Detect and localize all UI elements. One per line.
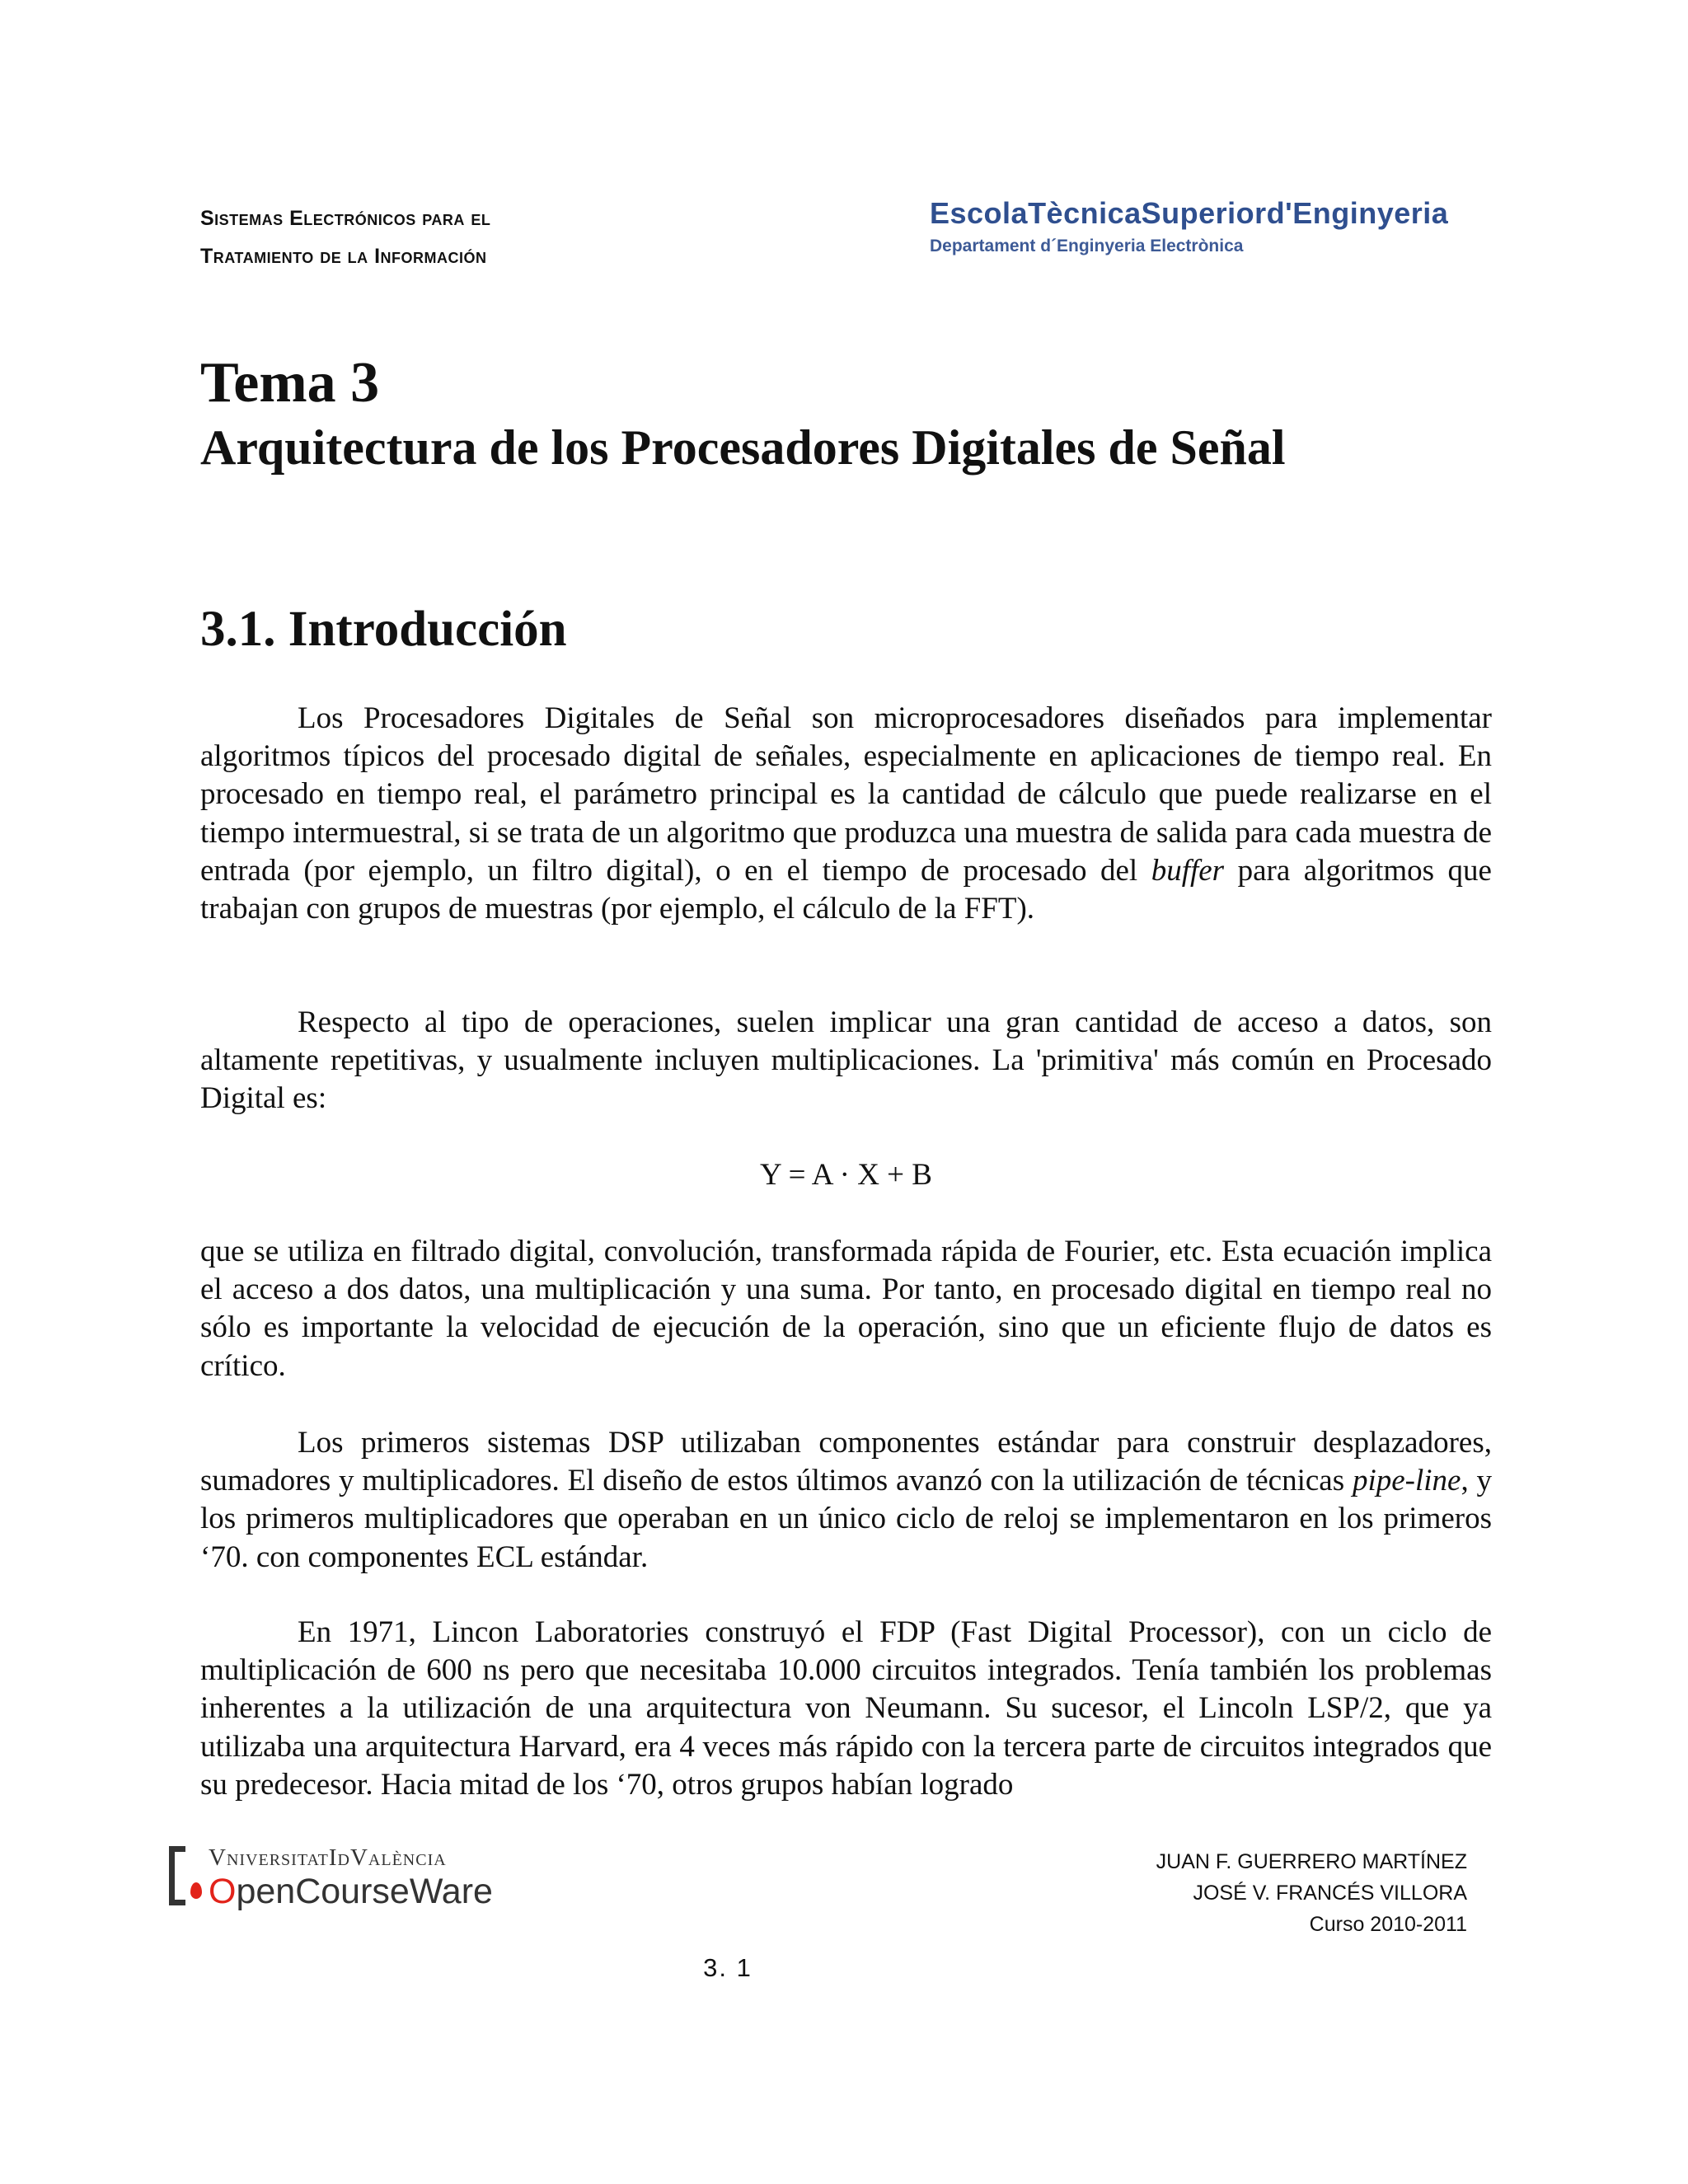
page-number: 3. 1: [703, 1953, 753, 1982]
ocw-name: [209, 1871, 493, 1912]
paragraph-1-text-b: para algoritmos que trabajan con grupos de muestras (por ejemplo, el cálculo de la FFT).: [200, 853, 1492, 926]
school-name: EscolaTècnicaSuperiord'Enginyeria: [930, 196, 1449, 230]
paragraph-2-text: Respecto al tipo de operaciones, suelen implicar una gran cantidad de acceso a datos, son altamente repetitivas, y usualmente incluyen multiplicaciones. La 'primitiva' más común en Procesado Digital es:: [200, 1005, 1492, 1116]
paragraph-5-text: En 1971, Lincon Laboratories construyó el FDP (Fast Digital Processor), con un ciclo de multiplicación de 600 ns pero que necesitaba 10.000 circuitos integrados. Tenía también los problemas inherentes a la utilización de una arquitectura von Neumann. Su sucesor, el Lincoln LSP/2, que ya utilizaba una arquitectura Harvard, era 4 veces más rápido con la tercera parte de circuitos integrados que su predecesor. Hacia mitad de los ‘70, otros grupos habían logrado: [200, 1615, 1492, 1802]
opencourseware-logo: [169, 1843, 532, 1912]
paragraph-4-text-a: Los primeros sistemas DSP utilizaban componentes estándar para construir desplazadores, sumadores y multiplicadores. El diseño de estos últimos avanzó con la utilización de técnicas: [200, 1426, 1492, 1498]
paragraph-5: [200, 1614, 1492, 1804]
course-year: Curso 2010-2011: [1309, 1913, 1467, 1936]
paragraph-2: [200, 1004, 1492, 1118]
course-title: [200, 199, 827, 275]
ocw-name-prefix: O: [209, 1872, 237, 1911]
course-title-line-2: Tratamiento de la Información: [200, 245, 487, 268]
school-department: Departament d´Enginyeria Electrònica: [930, 237, 1244, 255]
paragraph-3-text: que se utiliza en filtrado digital, convolución, transformada rápida de Fourier, etc. Esta ecuación implica el acceso a dos datos, una multiplicación y una suma. Por tanto, en procesado digital en tiempo real no sólo es importante la velocidad de ejecución de la operación, sino que un eficiente flujo de datos es crítico.: [200, 1235, 1492, 1383]
paragraph-1-emphasis: buffer: [1151, 853, 1225, 888]
paragraph-1: [200, 700, 1492, 928]
school-logo: [930, 194, 1457, 269]
ocw-name-rest: penCourseWare: [236, 1872, 493, 1911]
university-name: VniversitatIdValència: [209, 1844, 447, 1871]
paragraph-3: [200, 1233, 1492, 1385]
chapter-title: Arquitectura de los Procesadores Digitales de Señal: [200, 420, 1286, 475]
author-2: JOSÉ V. FRANCÉS VILLORA: [1193, 1882, 1467, 1905]
equation: Y = A · X + B: [760, 1158, 932, 1192]
chapter-number: Tema 3: [200, 351, 380, 415]
section-title: 3.1. Introducción: [200, 602, 567, 657]
ocw-bracket-icon: [169, 1846, 185, 1905]
paragraph-4: [200, 1424, 1492, 1577]
paragraph-4-emphasis: pipe-line: [1352, 1464, 1461, 1498]
authors-block: [1156, 1846, 1467, 1940]
ocw-flame-icon: [190, 1882, 202, 1899]
author-1: JUAN F. GUERRERO MARTÍNEZ: [1156, 1850, 1467, 1873]
paragraph-4-text-b: , y los primeros multiplicadores que operaban en un único ciclo de reloj se implementaron en los primeros ‘70. con componentes ECL estándar.: [200, 1464, 1493, 1574]
paragraph-1-text-a: Los Procesadores Digitales de Señal son microprocesadores diseñados para implementar algoritmos típicos del procesado digital de señales, especialmente en aplicaciones de tiempo real. En procesado en tiempo real, el parámetro principal es la cantidad de cálculo que puede realizarse en el tiempo intermuestral, si se trata de un algoritmo que produzca una muestra de salida para cada muestra de entrada (por ejemplo, un filtro digital), o en el tiempo de procesado del: [200, 701, 1492, 888]
course-title-line-1: Sistemas Electrónicos para el: [200, 207, 491, 230]
